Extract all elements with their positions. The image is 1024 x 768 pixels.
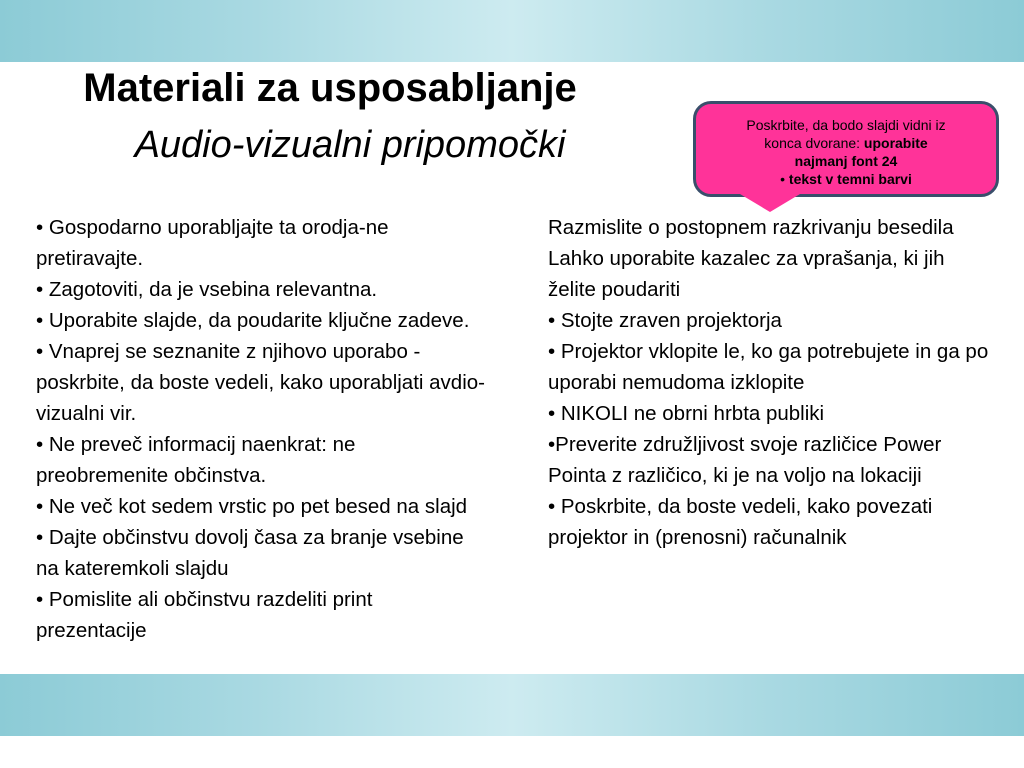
list-item: • Poskrbite, da boste vedeli, kako povezati projektor in (prenosni) računalnik [548, 495, 933, 549]
callout-bubble [693, 101, 999, 197]
callout-line-2-bold: uporabite [863, 135, 928, 151]
list-item: Lahko uporabite kazalec za vprašanja, ki jih želite poudariti [548, 247, 945, 301]
callout-line-2-text: konca dvorane: [764, 135, 864, 151]
list-item: • Pomislite ali občinstvu razdeliti print prezentacije [36, 588, 373, 642]
callout-line-2 [696, 134, 996, 152]
callout-line-3-bold: najmanj font 24 [794, 153, 898, 169]
list-item: • Zagotoviti, da je vsebina relevantna. [36, 278, 378, 301]
callout-line-3 [696, 152, 996, 170]
list-item: • Uporabite slajde, da poudarite ključne zadeve. [36, 309, 470, 332]
right-column [548, 212, 998, 553]
list-item: • Stojte zraven projektorja [548, 309, 782, 332]
list-item: • Ne preveč informacij naenkrat: ne preobremenite občinstva. [36, 433, 356, 487]
callout-line-1: Poskrbite, da bodo slajdi vidni iz [746, 117, 946, 133]
list-item: • Vnaprej se seznanite z njihovo uporabo - poskrbite, da boste vedeli, kako uporabljati avdio-vizualni vir. [36, 340, 485, 425]
list-item: • Ne več kot sedem vrstic po pet besed na slajd [36, 495, 468, 518]
header-band [0, 0, 1024, 62]
slide-title: Materiali za usposabljanje [83, 66, 577, 110]
list-item: • NIKOLI ne obrni hrbta publiki [548, 402, 825, 425]
list-item: •Preverite združljivost svoje različice Power Pointa z različico, ki je na voljo na lokaciji [548, 433, 942, 487]
left-column [36, 212, 486, 646]
callout-bullet: • [780, 171, 789, 187]
list-item: • Dajte občinstvu dovolj časa za branje vsebine na kateremkoli slajdu [36, 526, 464, 580]
list-item: • Projektor vklopite le, ko ga potrebujete in ga po uporabi nemudoma izklopite [548, 340, 989, 394]
list-item: Razmislite o postopnem razkrivanju besedila [548, 216, 954, 239]
list-item: • Gospodarno uporabljajte ta orodja-ne pretiravajte. [36, 216, 389, 270]
footer-band [0, 674, 1024, 736]
callout-line-4-bold: tekst v temni barvi [788, 171, 912, 187]
callout-tail [740, 194, 800, 212]
callout-line-4 [696, 170, 996, 188]
slide-subtitle: Audio-vizualni pripomočki [134, 124, 566, 166]
